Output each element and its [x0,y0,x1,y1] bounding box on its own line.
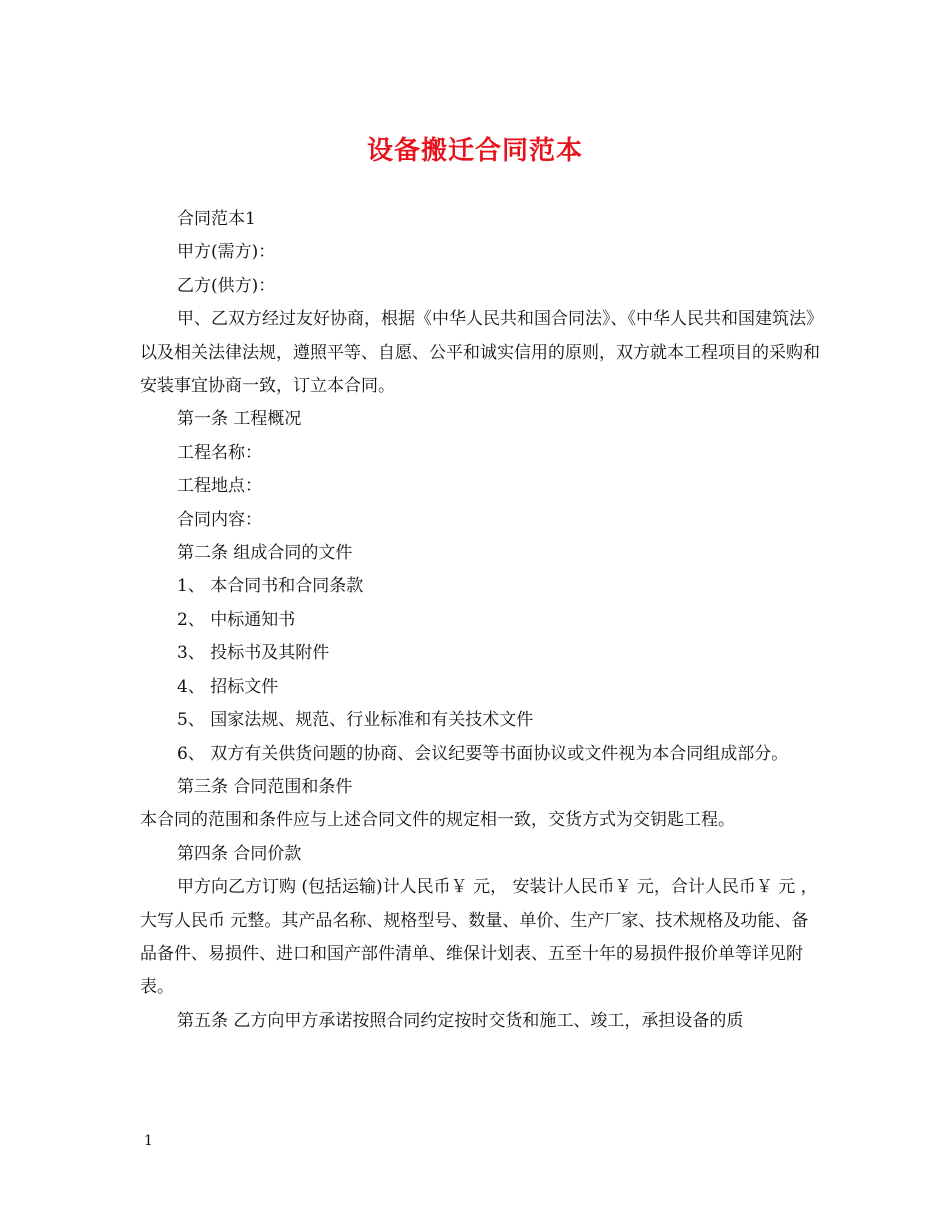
list-item: 3、 投标书及其附件 [177,643,330,664]
field-contract-content: 合同内容： [177,509,262,530]
page-number: 1 [144,1133,153,1149]
list-item: 4、 招标文件 [177,676,279,697]
list-item: 1、 本合同书和合同条款 [177,576,364,597]
list-item: 2、 中标通知书 [177,609,296,630]
paragraph-party-b: 乙方(供方)： [177,275,276,296]
paragraph-contract-scope: 本合同的范围和条件应与上述合同文件的规定相一致，交货方式为交钥匙工程。 [140,810,735,831]
document-title: 设备搬迁合同范本 [366,136,583,166]
heading-article-2: 第二条 组成合同的文件 [177,543,353,564]
field-project-location: 工程地点： [177,476,262,497]
list-item: 5、 国家法规、规范、行业标准和有关技术文件 [177,710,534,731]
field-project-name: 工程名称： [177,442,262,463]
paragraph-contract-price: 甲方向乙方订购 (包括运输)计人民币￥ 元， 安装计人民币￥ 元，合计人民币￥ 元 ，大写人民币 元整。其产品名称、规格型号、数量、单价、生产厂家、技术规格及功能、备品备件、易损件、进口和国产部件清单、维保计划表、五至十年的易损件报价单等详见附表。 [140,877,818,998]
paragraph-article-5: 第五条 乙方向甲方承诺按照合同约定按时交货和施工、竣工，承担设备的质 [177,1010,744,1031]
heading-article-3: 第三条 合同范围和条件 [177,776,353,797]
list-item: 6、 双方有关供货问题的协商、会议纪要等书面协议或文件视为本合同组成部分。 [177,743,789,764]
heading-article-4: 第四条 合同价款 [177,843,302,864]
paragraph-preamble: 甲、乙双方经过友好协商，根据《中华人民共和国合同法》、《中华人民共和国建筑法》以及相关法律法规，遵照平等、自愿、公平和诚实信用的原则，双方就本工程项目的采购和安装事宜协商一致，订立本合同。 [140,309,823,397]
heading-article-1: 第一条 工程概况 [177,409,302,430]
paragraph-contract-sample-1: 合同范本1 [177,209,256,229]
document-body [140,203,824,1038]
paragraph-party-a: 甲方(需方)： [177,242,276,263]
